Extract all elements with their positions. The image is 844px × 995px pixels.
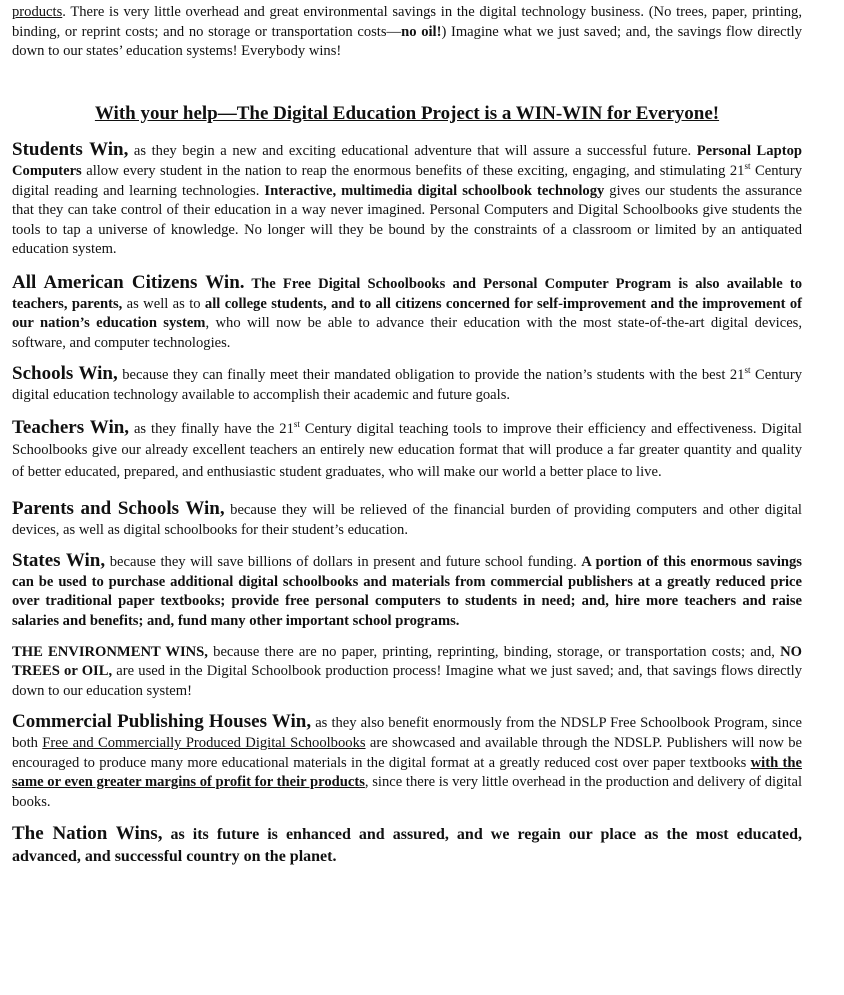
schools-text-1: because they can finally meet their mandated obligation to provide the nation’s students with the best 21	[117, 367, 745, 384]
parents-paragraph	[12, 499, 802, 540]
students-sup: st	[744, 160, 751, 171]
states-bold-1: A portion of this enormous savings can be used to purchase additional digital schoolbooks and materials from commercial publishers at a greatly reduced price over traditional paper textbooks; provide free personal computers to students in need; and, hire more teachers and raise salaries and benefits; and, fund many other important school programs.	[12, 554, 802, 629]
citizens-bold-1: The Free Digital Schoolbooks and Personal Computer Program is also available to teachers, parents,	[12, 275, 802, 312]
students-text-1: as they begin a new and exciting educational adventure that will assure a successful future.	[128, 143, 697, 160]
intro-paragraph	[12, 0, 802, 62]
citizens-bold-2: all college students, and to all citizens concerned for self-improvement and the improvement of our nation’s education system	[12, 295, 802, 332]
environment-text-1: because there are no paper, printing, reprinting, binding, storage, or transportation costs; and,	[207, 643, 781, 660]
publishers-text-3: , since there is very little overhead in the production and delivery of digital books.	[12, 774, 802, 810]
intro-text-2: ) Imagine what we just saved; and, the savings flow directly down to our states’ education systems! Everybody wins!	[12, 23, 802, 60]
publishers-text-2: are showcased and available through the NDSLP. Publishers will now be encouraged to produce many more educational materials in the digital format at a greatly reduced cost over paper textbooks	[12, 734, 803, 771]
teachers-sup: st	[293, 418, 300, 429]
publishers-paragraph	[12, 712, 802, 812]
teachers-text-2: Century digital teaching tools to improve their efficiency and effectiveness. Digital Schoolbooks give our already excellent teachers an entirely new education format that will produce a far greater quantity and quality of better educated, prepared, and enthusiastic student graduates, who will make our world a better place to live.	[12, 420, 802, 480]
parents-text-1: because they will be relieved of the financial burden of providing computers and other digital devices, as well as digital schoolbooks for their student’s education.	[12, 502, 802, 538]
students-text-4: gives our students the assurance that they can take control of their education in a way never imagined. Personal Computers and Digital Schoolbooks give students the tools to tap a universe of knowledge. No longer will they be bound by the constraints of a classroom or limited by an antiquated education system.	[12, 182, 802, 258]
environment-paragraph	[12, 643, 802, 702]
environment-bold-1: NO TREES or OIL,	[12, 643, 802, 680]
intro-bold-no-oil: no oil!	[401, 23, 442, 40]
section-heading: With your help—The Digital Education Project is a WIN-WIN for Everyone!	[94, 102, 720, 124]
environment-title: THE ENVIRONMENT WINS,	[12, 643, 208, 660]
students-paragraph	[12, 140, 802, 260]
digital-schoolbooks-link[interactable]: Free and Commercially Produced Digital Schoolbooks	[42, 734, 366, 751]
students-text-3: Century digital reading and learning technologies.	[12, 162, 803, 199]
teachers-paragraph	[12, 417, 802, 484]
students-bold-2: Interactive, multimedia digital schoolbook technology	[264, 182, 605, 199]
citizens-title: All American Citizens Win.	[12, 271, 245, 293]
schools-text-2: Century digital education technology available to accomplish their academic and future goals.	[12, 367, 802, 403]
profit-margins-link[interactable]: with the same or even greater margins of profit for their products	[12, 754, 802, 791]
teachers-text-1: as they finally have the 21	[129, 420, 294, 437]
teachers-title: Teachers Win,	[12, 416, 130, 438]
products-link[interactable]: products	[12, 4, 63, 20]
environment-text-2: are used in the Digital Schoolbook production process! Imagine what we just saved; and, that savings flows directly down to our education system!	[12, 663, 803, 699]
citizens-text-1: as well as to	[122, 295, 205, 312]
parents-title: Parents and Schools Win,	[12, 498, 225, 519]
states-paragraph	[12, 551, 802, 631]
students-text-2: allow every student in the nation to reap the enormous benefits of these exciting, engaging, and stimulating 21	[81, 162, 745, 179]
schools-sup: st	[744, 365, 751, 376]
citizens-paragraph	[12, 273, 802, 353]
publishers-text-1: as they also benefit enormously from the NDSLP Free Schoolbook Program, since both	[12, 715, 802, 751]
intro-text-1: . There is very little overhead and great environmental savings in the digital technology business. (No trees, paper, printing, binding, or reprint costs; and no storage or transportation costs—	[12, 4, 802, 40]
publishers-title: Commercial Publishing Houses Win,	[12, 711, 312, 733]
schools-title: Schools Win,	[12, 363, 118, 385]
nation-paragraph	[12, 823, 802, 868]
nation-bold-1: as its future is enhanced and assured, and we regain our place as the most educated, advanced, and successful country on the planet.	[12, 826, 803, 866]
students-title: Students Win,	[12, 139, 129, 161]
nation-title: The Nation Wins,	[12, 823, 163, 845]
states-text-1: because they will save billions of dollars in present and future school funding.	[105, 554, 582, 571]
schools-paragraph	[12, 364, 802, 405]
citizens-text-2: , who will now be able to advance their education with the most state-of-the-art digital devices, software, and computer technologies.	[12, 315, 802, 351]
students-bold-1: Personal Laptop Computers	[12, 143, 802, 179]
states-title: States Win,	[12, 550, 106, 572]
